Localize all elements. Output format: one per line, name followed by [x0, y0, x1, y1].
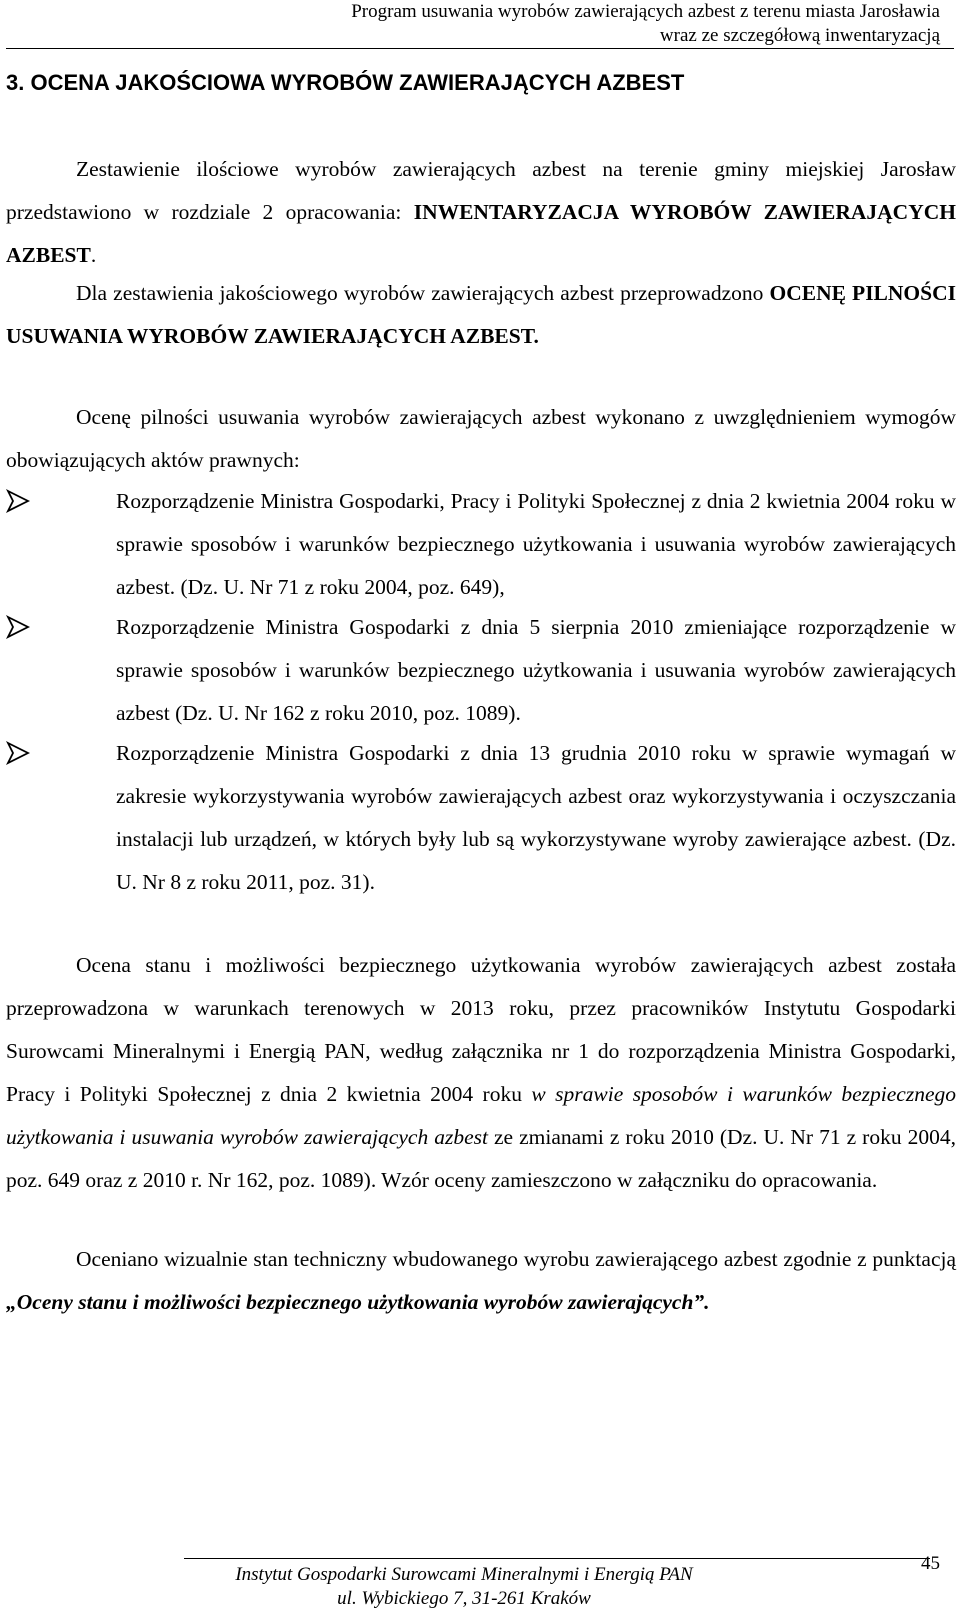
footer [184, 1563, 744, 1611]
intro-p1-end: . [90, 243, 97, 267]
legal-lead-paragraph [6, 396, 956, 482]
running-header [0, 0, 960, 48]
intro-paragraph-1 [6, 148, 956, 277]
visual-assessment-paragraph [6, 1238, 956, 1324]
intro-p1-text: Zestawienie ilościowe wyrobów zawierających azbest na terenie gminy miejskiej Jarosław przedstawiono w rozdziale 2 opracowania: [6, 157, 956, 224]
page-number: 45 [921, 1553, 940, 1574]
running-header-line2: wraz ze szczegółową inwentaryzacją [659, 25, 940, 46]
arrowhead-bullet-icon [6, 741, 30, 765]
legal-lead-text: Ocenę pilności usuwania wyrobów zawierających azbest wykonano z uwzględnieniem wymogów obowiązujących aktów prawnych: [6, 405, 956, 472]
intro-p2-bold: OCENĘ PILNOŚCI USUWANIA WYROBÓW ZAWIERAJĄCYCH AZBEST. [6, 281, 956, 348]
section-title: 3. OCENA JAKOŚCIOWA WYROBÓW ZAWIERAJĄCYCH AZBEST [6, 70, 685, 95]
assessment-end: ze zmianami z roku 2010 (Dz. U. Nr 71 z roku 2004, poz. 649 oraz z 2010 r. Nr 162, poz. 1089). Wzór oceny zamieszczono w załączniku do opracowania. [6, 1125, 956, 1192]
footer-line2: ul. Wybickiego 7, 31-261 Kraków [337, 1588, 591, 1609]
legal-item-text: Rozporządzenie Ministra Gospodarki z dnia 13 grudnia 2010 roku w sprawie wymagań w zakresie wykorzystywania wyrobów zawierających azbest oraz wykorzystywania i oczyszczania instalacji lub urządzeń, w których były lub są wykorzystywane wyroby zawierające azbest. (Dz. U. Nr 8 z roku 2011, poz. 31). [116, 741, 956, 894]
footer-divider [184, 1558, 930, 1559]
legal-list-item [6, 732, 956, 904]
intro-p2-text: Dla zestawienia jakościowego wyrobów zawierających azbest przeprowadzono [76, 281, 770, 305]
legal-list-item [6, 480, 956, 609]
intro-paragraph-2 [6, 272, 956, 358]
legal-item-text: Rozporządzenie Ministra Gospodarki, Pracy i Polityki Społecznej z dnia 2 kwietnia 2004 roku w sprawie sposobów i warunków bezpiecznego użytkowania i usuwania wyrobów zawierających azbest. (Dz. U. Nr 71 z roku 2004, poz. 649), [116, 489, 956, 599]
visual-text: Oceniano wizualnie stan techniczny wbudowanego wyrobu zawierającego azbest zgodnie z punktacją [76, 1247, 956, 1271]
assessment-italic: w sprawie sposobów i warunków bezpiecznego użytkowania i usuwania wyrobów zawierających azbest [6, 1082, 956, 1149]
assessment-text: Ocena stanu i możliwości bezpiecznego użytkowania wyrobów zawierających azbest została przeprowadzona w warunkach terenowych w 2013 roku, przez pracowników Instytutu Gospodarki Surowcami Mineralnymi i Energią PAN, według załącznika nr 1 do rozporządzenia Ministra Gospodarki, Pracy i Polityki Społecznej z dnia 2 kwietnia 2004 roku [6, 953, 956, 1106]
legal-list-item [6, 606, 956, 735]
intro-p1-bold: INWENTARYZACJA WYROBÓW ZAWIERAJĄCYCH AZBEST [6, 200, 956, 267]
arrowhead-bullet-icon [6, 615, 30, 639]
legal-item-text: Rozporządzenie Ministra Gospodarki z dnia 5 sierpnia 2010 zmieniające rozporządzenie w sprawie sposobów i warunków bezpiecznego użytkowania i usuwania wyrobów zawierających azbest (Dz. U. Nr 162 z roku 2010, poz. 1089). [116, 615, 956, 725]
header-divider [6, 48, 954, 49]
arrowhead-bullet-icon [6, 489, 30, 513]
footer-line1: Instytut Gospodarki Surowcami Mineralnymi i Energią PAN [235, 1564, 693, 1585]
visual-bold-italic: „Oceny stanu i możliwości bezpiecznego użytkowania wyrobów zawierających”. [6, 1290, 710, 1314]
assessment-paragraph [6, 944, 956, 1202]
running-header-line1: Program usuwania wyrobów zawierających azbest z terenu miasta Jarosławia [351, 1, 940, 22]
